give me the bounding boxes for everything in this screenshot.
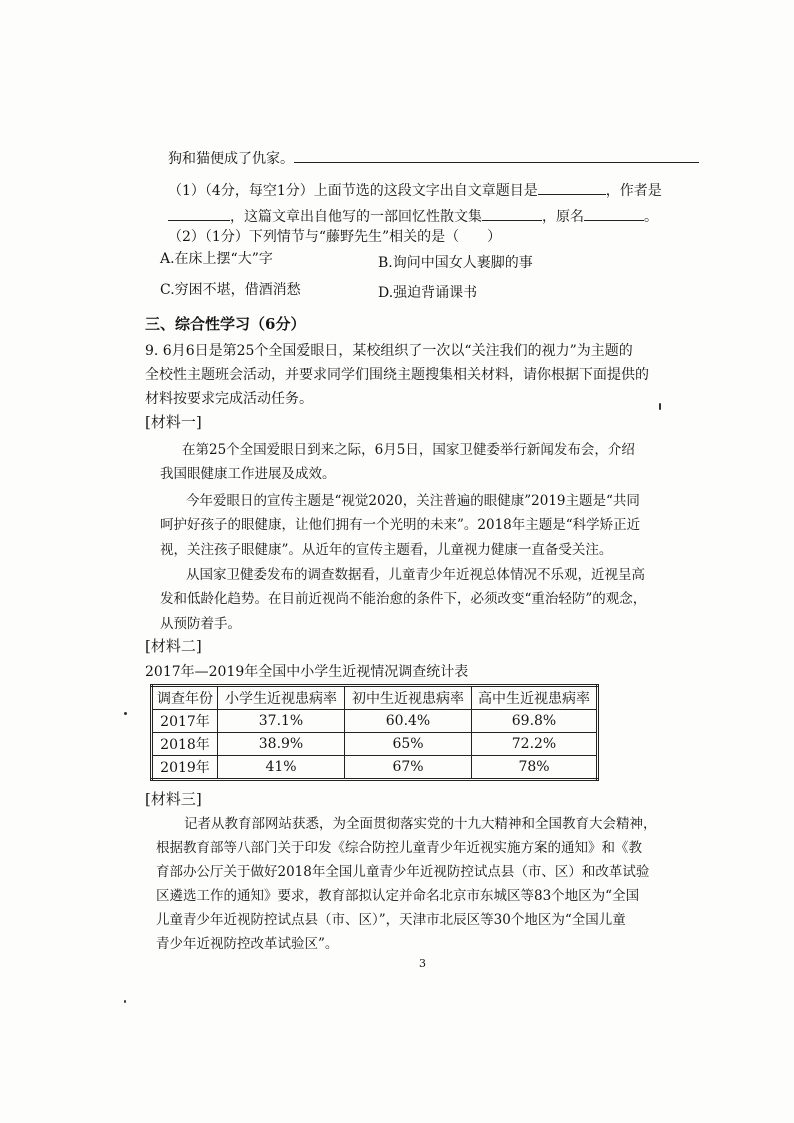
table-cell: 37.1% [218, 710, 345, 733]
q9-line-3: 材料按要求完成活动任务。 [145, 391, 313, 407]
table-cell: 65% [345, 733, 472, 756]
option-b[interactable]: B.询问中国女人裹脚的事 [378, 255, 533, 271]
q1-text-d: ，原名 [542, 209, 584, 225]
material-3-l4: 区遴选工作的通知》要求，教育部拟认定并命名北京市东城区等83个地区为“全国 [156, 888, 640, 904]
table-cell: 38.9% [218, 733, 345, 756]
option-a[interactable]: A.在床上摆“大”字 [160, 251, 273, 267]
q1-blank-original-name[interactable] [584, 206, 644, 221]
table-header-row [152, 686, 598, 710]
intro-trailing-rule [294, 148, 699, 163]
q1-text-a: （1）（4分，每空1分）上面节选的这段文字出自文章题目是 [168, 183, 538, 199]
material-3-l3: 育部办公厅关于做好2018年全国儿童青少年近视防控试点县（市、区）和改革试验 [156, 864, 650, 880]
table-cell: 69.8% [472, 710, 598, 733]
material-3-l6: 青少年近视防控改革试验区”。 [156, 936, 339, 952]
q1-blank-collection[interactable] [482, 206, 542, 221]
intro-text: 狗和猫便成了仇家。 [168, 151, 294, 167]
q9-line-1: 9. 6月6日是第25个全国爱眼日，某校组织了一次以“关注我们的视力”为主题的 [145, 343, 633, 359]
material-3-l5: 儿童青少年近视防控试点县（市、区）”，天津市北辰区等30个地区为“全国儿童 [156, 912, 626, 928]
table-row [152, 733, 598, 756]
material-2-label: [材料二] [145, 637, 202, 655]
material-1-label: [材料一] [145, 413, 202, 431]
q9-line-2: 全校性主题班会活动，并要求同学们围绕主题搜集相关材料，请你根据下面提供的 [145, 367, 649, 383]
table-cell: 41% [218, 756, 345, 780]
material-3-label: [材料三] [145, 790, 202, 808]
question-2-prompt: （2）（1分）下列情节与“藤野先生”相关的是（ ） [168, 229, 502, 245]
question-1-line-2 [168, 206, 658, 226]
material-3-l2: 根据教育部等八部门关于印发《综合防控儿童青少年近视实施方案的通知》和《教 [156, 840, 642, 856]
material-1-p1-l2: 我国眼健康工作进展及成效。 [160, 466, 336, 482]
table-header-cell: 小学生近视患病率 [218, 686, 345, 710]
myopia-stats-table [150, 684, 599, 781]
question-1-line-1 [168, 180, 662, 200]
material-1-p3-l2: 发和低龄化趋势。在目前近视尚不能治愈的条件下，必须改变“重治轻防”的观念， [160, 591, 647, 607]
option-c[interactable]: C.穷困不堪，借酒消愁 [160, 282, 301, 298]
q1-blank-title[interactable] [538, 180, 606, 195]
scan-speck [124, 1000, 126, 1003]
q1-text-b: ，作者是 [605, 183, 662, 199]
scan-speck [659, 403, 661, 410]
material-3-l1: 记者从教育部网站获悉，为全面贯彻落实党的十九大精神和全国教育大会精神， [184, 816, 657, 832]
material-1-p2-l3: 视，关注孩子眼健康”。从近年的宣传主题看，儿童视力健康一直备受关注。 [160, 542, 613, 558]
page-number: 3 [419, 957, 426, 970]
scan-speck [124, 712, 127, 715]
table-cell: 2017年 [152, 710, 218, 733]
table-cell: 2019年 [152, 756, 218, 780]
material-1-p2-l1: 今年爱眼日的宣传主题是“视觉2020，关注普遍的眼健康”2019主题是“共同 [186, 493, 640, 509]
section-3-title: 三、综合性学习（6分） [145, 315, 306, 333]
q1-blank-author[interactable] [168, 206, 230, 221]
table-header-cell: 调查年份 [152, 686, 218, 710]
material-1-p3-l3: 从预防着手。 [160, 616, 241, 632]
q1-text-e: 。 [644, 209, 658, 225]
table-cell: 78% [472, 756, 598, 780]
table-cell: 60.4% [345, 710, 472, 733]
material-1-p3-l1: 从国家卫健委发布的调查数据看，儿童青少年近视总体情况不乐观，近视呈高 [186, 567, 645, 583]
table-cell: 2018年 [152, 733, 218, 756]
table-title: 2017年—2019年全国中小学生近视情况调查统计表 [145, 664, 469, 680]
option-d[interactable]: D.强迫背诵课书 [378, 285, 478, 301]
table-row [152, 756, 598, 780]
table-header-cell: 初中生近视患病率 [345, 686, 472, 710]
material-1-p2-l2: 呵护好孩子的眼健康，让他们拥有一个光明的未来”。2018年主题是“科学矫正近 [160, 517, 641, 533]
table-cell: 72.2% [472, 733, 598, 756]
table-header-cell: 高中生近视患病率 [472, 686, 598, 710]
material-1-p1-l1: 在第25个全国爱眼日到来之际，6月5日，国家卫健委举行新闻发布会，介绍 [182, 442, 635, 458]
table-cell: 67% [345, 756, 472, 780]
q1-text-c: ，这篇文章出自他写的一部回忆性散文集 [230, 209, 482, 225]
table-row [152, 710, 598, 733]
intro-line [168, 148, 699, 168]
